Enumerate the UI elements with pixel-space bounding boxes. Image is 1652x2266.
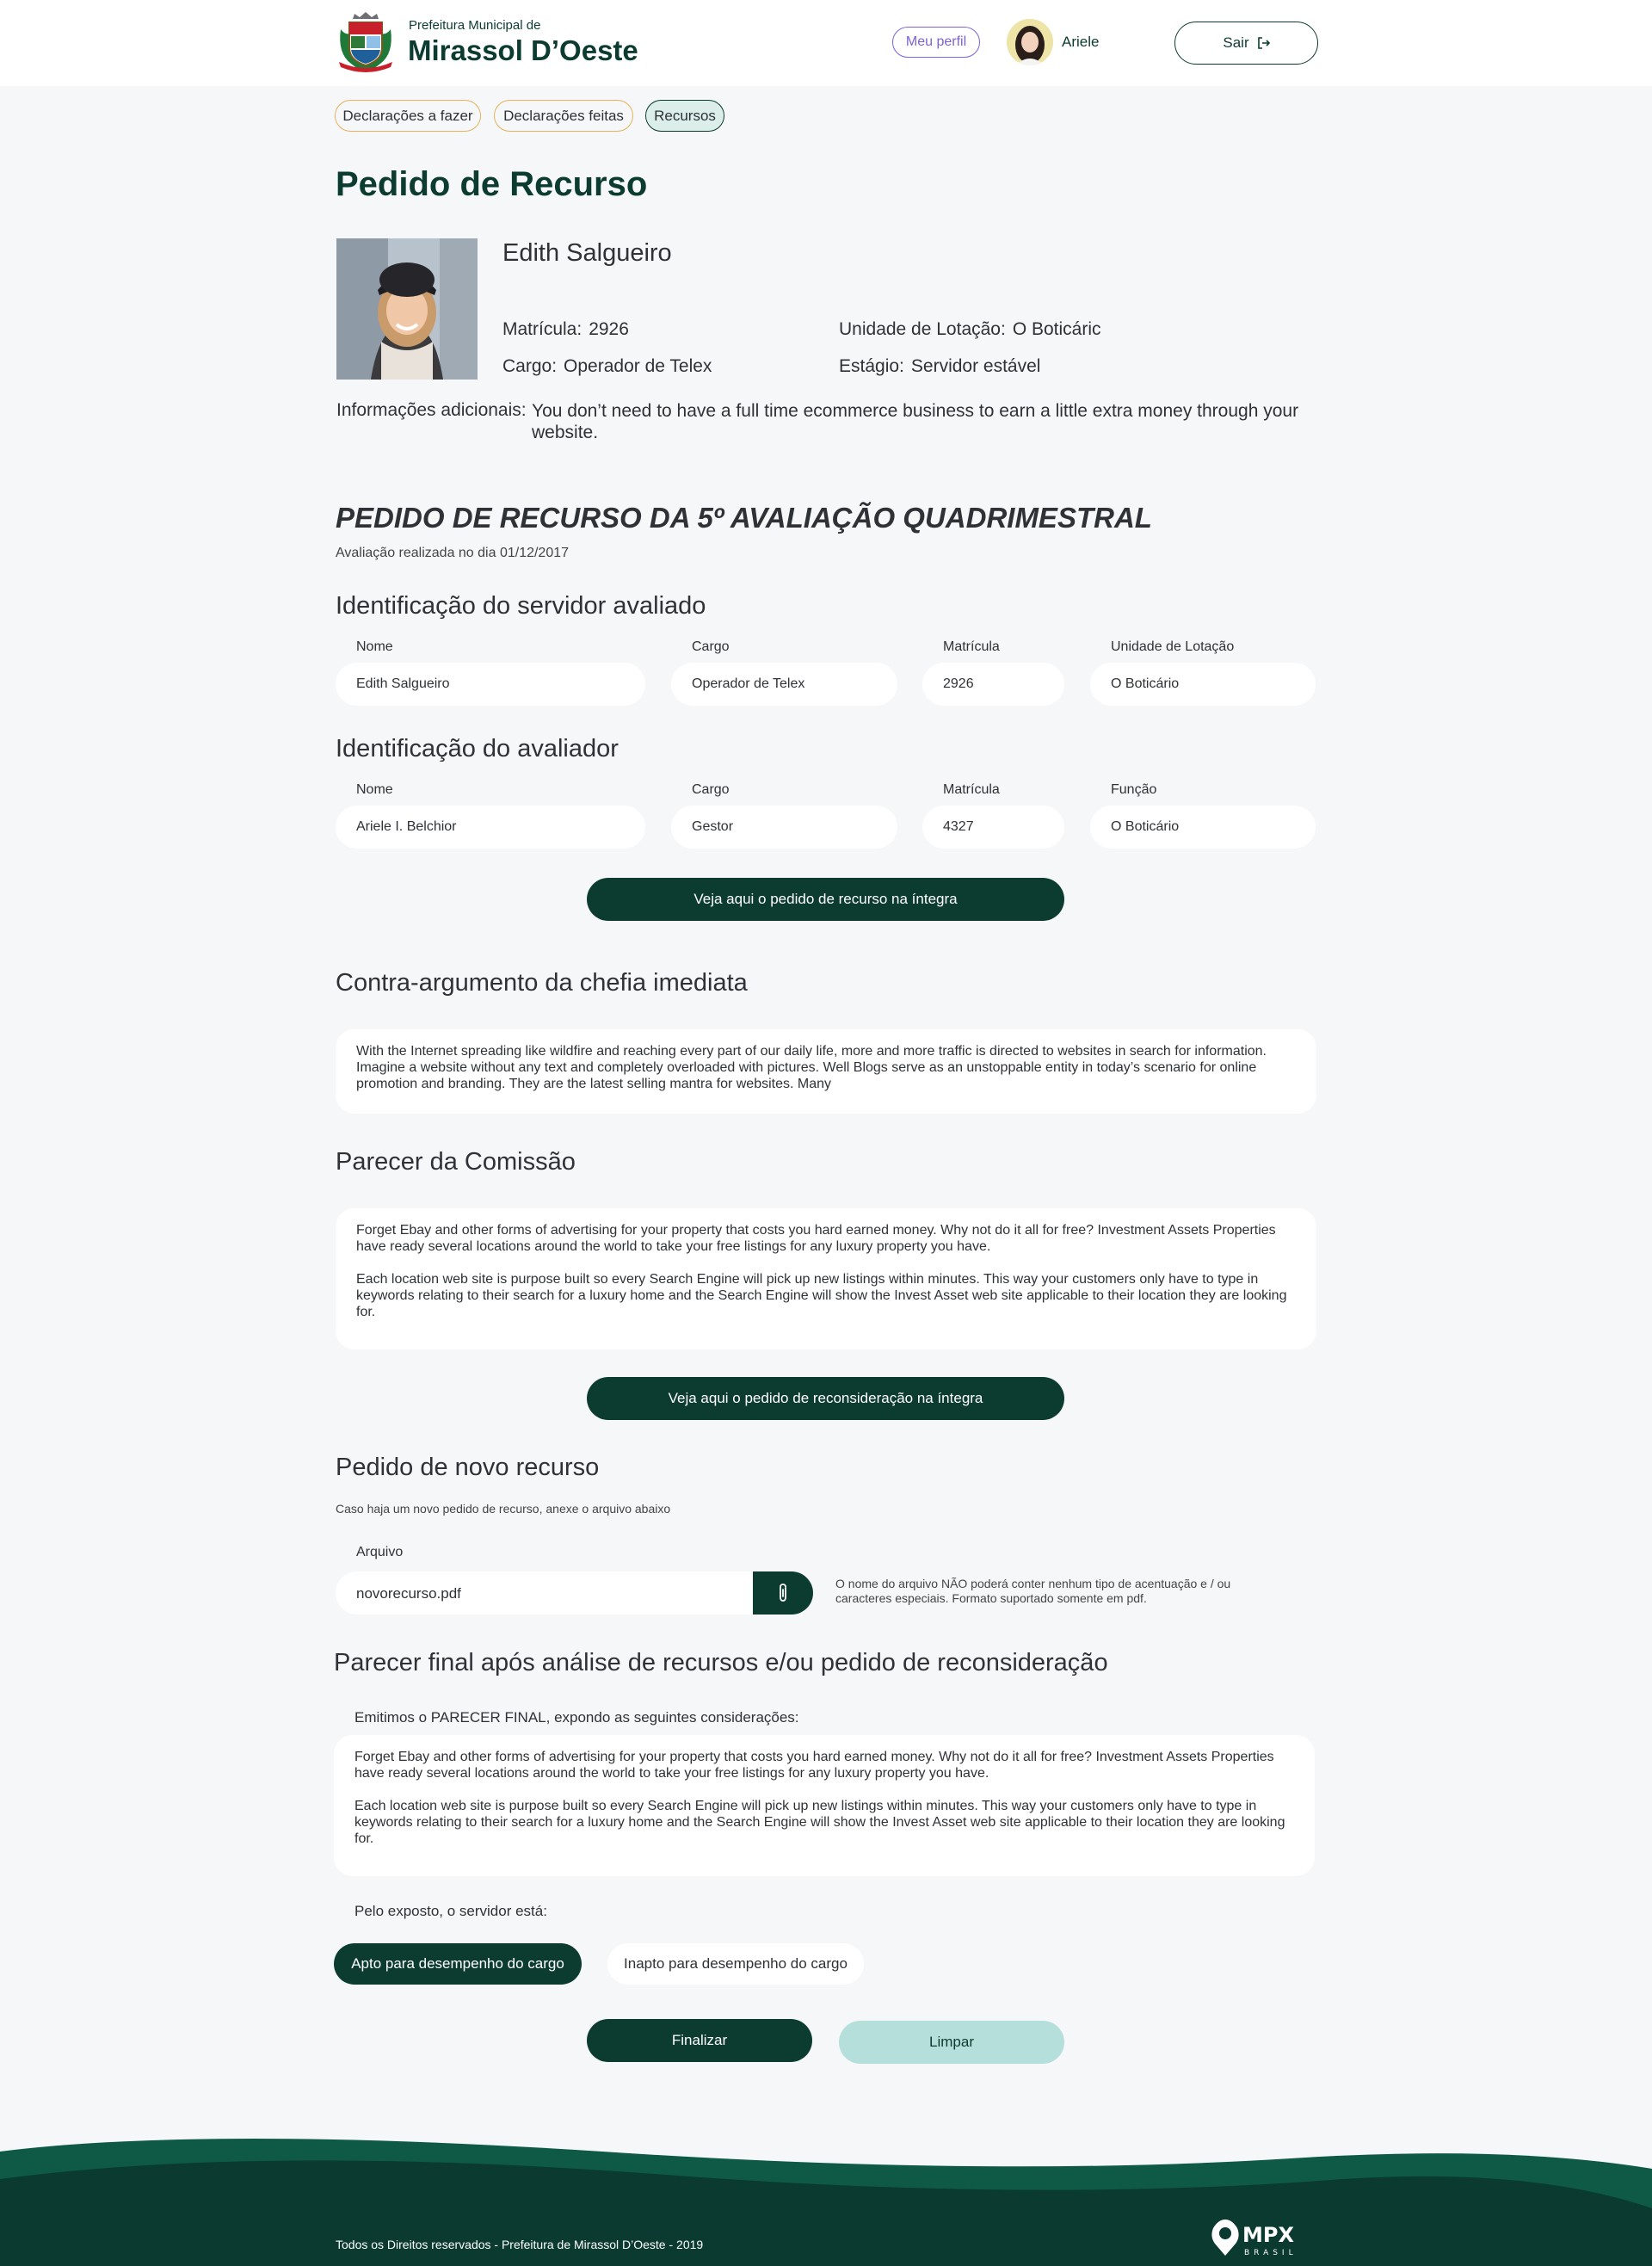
avaliador-funcao-field[interactable]: O Boticário xyxy=(1090,806,1316,849)
brand-subtitle: Prefeitura Municipal de xyxy=(409,18,541,33)
parecer-comissao-title: Parecer da Comissão xyxy=(336,1148,576,1176)
attach-file-button[interactable] xyxy=(753,1571,813,1615)
servidor-unidade-field[interactable]: O Boticário xyxy=(1090,663,1316,706)
parecer-final-paragraph-1: Forget Ebay and other forms of advertising for your property that costs you hard earned money. Why not do it all for free? Investment Assets Properties have ready several locations around the world to take your free listings for any luxury property you have. xyxy=(354,1750,1274,1781)
logout-label: Sair xyxy=(1223,34,1249,51)
view-recurso-button[interactable]: Veja aqui o pedido de recurso na íntegra xyxy=(587,878,1064,921)
parecer-comissao-paragraph-1: Forget Ebay and other forms of advertising for your property that costs you hard earned money. Why not do it all for free? Investment Assets Properties have ready several locations around the world to take your free listings for any luxury property you have. xyxy=(356,1223,1276,1254)
contra-argumento-paragraph: With the Internet spreading like wildfire and reaching every part of our daily life, more and more traffic is directed to websites in search for information. Imagine a website without any text and completely overloaded with pictures. Well Blogs serve as an unstoppable entity in today’s scenario for online promotion and branding. They are the latest selling mantra for websites. Many xyxy=(356,1044,1267,1091)
view-reconsideracao-button[interactable]: Veja aqui o pedido de reconsideração na íntegra xyxy=(587,1377,1064,1420)
cargo-label: Cargo: xyxy=(502,356,558,376)
logout-icon xyxy=(1258,37,1270,49)
employee-matricula xyxy=(502,319,629,340)
avaliador-nome-label: Nome xyxy=(356,782,393,797)
novo-recurso-title: Pedido de novo recurso xyxy=(336,1454,600,1481)
finalizar-button[interactable]: Finalizar xyxy=(587,2019,812,2062)
mpx-brasil-logo[interactable] xyxy=(1208,2216,1320,2259)
additional-info-label: Informações adicionais: xyxy=(336,400,527,420)
file-upload-field[interactable] xyxy=(336,1571,813,1615)
employee-unidade xyxy=(839,319,1101,340)
servidor-matricula-label: Matrícula xyxy=(943,639,1000,654)
servidor-section-title: Identificação do servidor avaliado xyxy=(336,592,706,620)
user-avatar[interactable] xyxy=(1007,19,1053,65)
parecer-comissao-paragraph-2: Each location web site is purpose built so every Search Engine will pick up new listings within minutes. This way your customers only have to type in keywords relating to their search for a luxury home and the Search Engine will show the Invest Asset web site applicable to their location they are looking for. xyxy=(356,1272,1287,1319)
avaliador-matricula-label: Matrícula xyxy=(943,782,1000,797)
estagio-label: Estágio: xyxy=(839,356,904,376)
contra-argumento-text[interactable] xyxy=(336,1029,1316,1114)
employee-name: Edith Salgueiro xyxy=(502,239,672,267)
avaliador-cargo-label: Cargo xyxy=(692,782,730,797)
option-inapto-button[interactable]: Inapto para desempenho do cargo xyxy=(607,1943,864,1985)
paperclip-icon xyxy=(777,1583,789,1603)
evaluation-title: PEDIDO DE RECURSO DA 5º AVALIAÇÃO QUADRIMESTRAL xyxy=(336,502,1152,534)
brand-title: Mirassol D’Oeste xyxy=(408,34,638,66)
footer-wave xyxy=(0,2126,1652,2266)
parecer-comissao-text[interactable] xyxy=(336,1208,1316,1349)
page-title: Pedido de Recurso xyxy=(336,165,648,203)
user-avatar-image xyxy=(1007,19,1053,65)
evaluation-date: Avaliação realizada no dia 01/12/2017 xyxy=(336,546,570,560)
matricula-label: Matrícula: xyxy=(502,319,583,339)
servidor-nome-field[interactable]: Edith Salgueiro xyxy=(336,663,645,706)
avaliador-funcao-label: Função xyxy=(1111,782,1157,797)
employee-photo xyxy=(336,238,478,380)
footer-copyright: Todos os Direitos reservados - Prefeitura de Mirassol D’Oeste - 2019 xyxy=(336,2238,704,2251)
avaliador-matricula-field[interactable]: 4327 xyxy=(922,806,1064,849)
logout-button[interactable] xyxy=(1174,22,1318,65)
estagio-value: Servidor estável xyxy=(910,356,1041,376)
tab-recursos[interactable]: Recursos xyxy=(645,100,724,132)
my-profile-button[interactable]: Meu perfil xyxy=(892,27,980,58)
user-name[interactable]: Ariele xyxy=(1062,34,1100,50)
unidade-value: O Boticáric xyxy=(1012,319,1101,339)
avaliador-cargo-field[interactable]: Gestor xyxy=(671,806,897,849)
file-name: novorecurso.pdf xyxy=(356,1585,461,1602)
cargo-value: Operador de Telex xyxy=(564,356,712,376)
parecer-final-paragraph-2: Each location web site is purpose built so every Search Engine will pick up new listings within minutes. This way your customers only have to type in keywords relating to their search for a luxury home and the Search Engine will show the Invest Asset web site applicable to their location they are looking for. xyxy=(354,1799,1285,1846)
option-apto-button[interactable]: Apto para desempenho do cargo xyxy=(334,1943,582,1985)
parecer-final-text[interactable] xyxy=(334,1735,1315,1876)
matricula-value: 2926 xyxy=(589,319,629,339)
status-label: Pelo exposto, o servidor está: xyxy=(354,1903,547,1919)
mpx-logo-subtext: BRASIL xyxy=(1244,2249,1298,2257)
parecer-final-title: Parecer final após análise de recursos e/ou pedido de reconsideração xyxy=(334,1649,1108,1676)
employee-cargo xyxy=(502,356,712,377)
tab-declaracoes-feitas[interactable]: Declarações feitas xyxy=(494,100,633,132)
servidor-nome-label: Nome xyxy=(356,639,393,654)
servidor-cargo-label: Cargo xyxy=(692,639,730,654)
servidor-matricula-field[interactable]: 2926 xyxy=(922,663,1064,706)
contra-argumento-title: Contra-argumento da chefia imediata xyxy=(336,969,748,997)
avaliador-section-title: Identificação do avaliador xyxy=(336,735,619,763)
novo-recurso-subtitle: Caso haja um novo pedido de recurso, anexe o arquivo abaixo xyxy=(336,1502,671,1516)
file-hint: O nome do arquivo NÃO poderá conter nenhum tipo de acentuação e / ou caracteres especiais. Formato suportado somente em pdf. xyxy=(835,1577,1231,1605)
servidor-cargo-field[interactable]: Operador de Telex xyxy=(671,663,897,706)
additional-info-value: You don’t need to have a full time ecommerce business to earn a little extra money through your website. xyxy=(532,401,1299,442)
city-crest-logo xyxy=(334,10,398,74)
avaliador-nome-field[interactable]: Ariele I. Belchior xyxy=(336,806,645,849)
tab-declaracoes-a-fazer[interactable]: Declarações a fazer xyxy=(335,100,481,132)
mpx-logo-text: MPX xyxy=(1242,2223,1294,2247)
header-bar xyxy=(0,0,1652,86)
file-label: Arquivo xyxy=(356,1545,404,1559)
unidade-label: Unidade de Lotação: xyxy=(839,319,1006,339)
employee-estagio xyxy=(839,356,1040,377)
limpar-button[interactable]: Limpar xyxy=(839,2021,1064,2064)
servidor-unidade-label: Unidade de Lotação xyxy=(1111,639,1235,654)
parecer-final-intro: Emitimos o PARECER FINAL, expondo as seguintes considerações: xyxy=(354,1709,799,1726)
